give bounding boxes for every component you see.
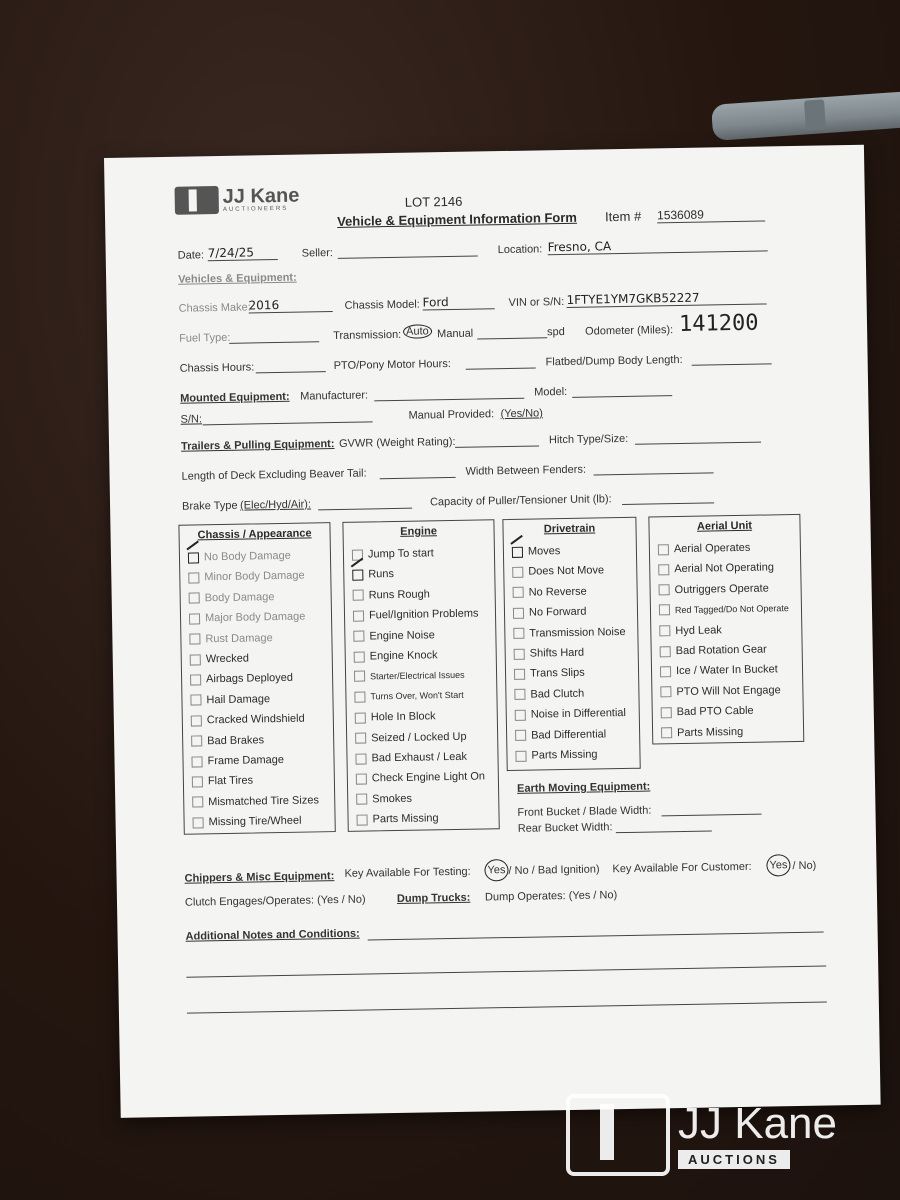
brake-type-options: (Elec/Hyd/Air):: [239, 498, 312, 512]
chippers-heading: Chippers & Misc Equipment:: [184, 870, 335, 885]
brake-type-label: Brake Type: [181, 499, 238, 513]
checklist-item[interactable]: [515, 707, 626, 721]
checklist-item-label: Bad Clutch: [530, 687, 585, 701]
watermark-logo-mark: [566, 1094, 670, 1176]
checklist-item-label: Aerial Not Operating: [674, 561, 775, 576]
checklist-item-label: Runs: [368, 568, 395, 581]
checklist-item[interactable]: [356, 771, 485, 785]
checkbox[interactable]: [188, 572, 199, 583]
checklist-item-label: Minor Body Damage: [204, 569, 305, 584]
chassis-model-label: Chassis Model:: [344, 298, 420, 312]
checkbox[interactable]: [512, 567, 523, 578]
checkbox[interactable]: [515, 750, 526, 761]
fuel-type-label: Fuel Type:: [179, 331, 231, 345]
capacity-label: Capacity of Puller/Tensioner Unit (lb):: [429, 493, 612, 509]
manufacturer-label: Manufacturer:: [300, 389, 369, 403]
trailers-heading: Trailers & Pulling Equipment:: [180, 438, 335, 453]
checklist-item-label: Rust Damage: [205, 631, 273, 645]
checklist-item[interactable]: [189, 611, 305, 625]
checklist-item-label: Major Body Damage: [204, 610, 306, 625]
checkbox[interactable]: [356, 773, 367, 784]
vin-label: VIN or S/N:: [508, 295, 565, 309]
checklist-item[interactable]: [354, 669, 465, 682]
checklist-item[interactable]: [356, 793, 412, 806]
checklist-item-label: Starter/Electrical Issues: [369, 669, 465, 682]
checkbox[interactable]: [190, 674, 201, 685]
checklist-item[interactable]: [355, 710, 436, 723]
deck-length-line: [379, 465, 455, 479]
checklist-item-label: Hyd Leak: [675, 623, 722, 637]
chassis-hours-line: [256, 359, 326, 373]
clutch-label: Clutch Engages/Operates: (Yes / No): [184, 893, 366, 909]
checkbox[interactable]: [513, 628, 524, 639]
notes-line-3: [187, 1002, 827, 1014]
checklist-item-label: Missing Tire/Wheel: [208, 814, 302, 829]
checkbox[interactable]: [190, 654, 201, 665]
checklist-item-label: Body Damage: [204, 590, 275, 605]
date-value: 7/24/25: [208, 245, 278, 261]
key-customer-yes-circled: Yes: [766, 854, 790, 876]
checklist-item-label: Moves: [527, 545, 561, 558]
flatbed-line: [691, 351, 771, 365]
checkbox[interactable]: [191, 715, 202, 726]
checkbox[interactable]: [353, 631, 364, 642]
notes-heading: Additional Notes and Conditions:: [185, 927, 360, 943]
checklist-item-label: PTO Will Not Engage: [676, 684, 781, 698]
form-title: Vehicle & Equipment Information Form: [337, 209, 578, 229]
checklist-item[interactable]: [191, 754, 284, 768]
dump-trucks-heading: Dump Trucks:: [396, 891, 471, 905]
checklist-item-label: Ice / Water In Bucket: [675, 663, 778, 678]
checkbox[interactable]: [659, 584, 670, 595]
checked-checkbox[interactable]: [352, 569, 363, 580]
jj-kane-logo-mark: [175, 186, 219, 215]
checklist-item-label: Fuel/Ignition Problems: [368, 607, 479, 622]
checklist-item-label: Aerial Operates: [673, 541, 751, 556]
checklist-item[interactable]: [659, 582, 769, 596]
seller-line: [338, 243, 478, 258]
checklist-item-label: Bad Rotation Gear: [675, 643, 767, 658]
vehicles-section-heading: Vehicles & Equipment:: [178, 271, 297, 286]
checklist-item-label: Hole In Block: [370, 710, 436, 724]
checkbox[interactable]: [659, 625, 670, 636]
checklist-item[interactable]: [515, 748, 597, 761]
drivetrain-title: Drivetrain: [543, 522, 596, 536]
odometer-label: Odometer (Miles):: [584, 324, 674, 338]
checklist-item-label: Check Engine Light On: [371, 770, 486, 785]
checklist-item[interactable]: [660, 644, 767, 658]
checklist-item[interactable]: [353, 588, 430, 601]
notes-line-1: [368, 932, 824, 941]
checkbox[interactable]: [660, 646, 671, 657]
pto-hours-label: PTO/Pony Motor Hours:: [333, 357, 451, 373]
checklist-item[interactable]: [515, 728, 606, 742]
engine-list: [343, 520, 493, 826]
mounted-model-label: Model:: [534, 385, 568, 399]
engine-title: Engine: [400, 525, 437, 538]
gvwr-label: GVWR (Weight Rating):: [338, 435, 456, 450]
date-label: Date:: [177, 249, 205, 262]
item-number-value: 1536089: [657, 206, 765, 223]
gvwr-line: [455, 433, 539, 447]
checkbox[interactable]: [356, 814, 367, 825]
mounted-sn-label: S/N:: [180, 413, 203, 426]
checklist-item-label: Bad PTO Cable: [676, 704, 754, 719]
fender-width-line: [593, 460, 713, 475]
checkbox[interactable]: [353, 610, 364, 621]
transmission-label: Transmission:: [333, 328, 402, 343]
checklist-item[interactable]: [354, 649, 438, 662]
checkbox[interactable]: [514, 648, 525, 659]
checkbox[interactable]: [355, 733, 366, 744]
checklist-item[interactable]: [514, 667, 585, 680]
notes-line-2: [186, 966, 826, 978]
checklist-item-label: Wrecked: [205, 652, 250, 666]
checkbox[interactable]: [192, 776, 203, 787]
checked-checkbox[interactable]: [512, 546, 523, 557]
checkbox[interactable]: [355, 712, 366, 723]
checklist-item-label: Shifts Hard: [529, 646, 585, 660]
checklist-item-label: No Body Damage: [203, 549, 291, 564]
checklist-item-label: Does Not Move: [528, 564, 605, 579]
seller-label: Seller:: [301, 247, 333, 260]
checklist-item-label: Jump To start: [367, 547, 434, 561]
checkbox[interactable]: [189, 593, 200, 604]
checkbox[interactable]: [353, 590, 364, 601]
fender-width-label: Width Between Fenders:: [465, 463, 587, 478]
checklist-item[interactable]: [189, 632, 272, 645]
checklist-item[interactable]: [661, 726, 743, 739]
checklist-item-label: Engine Noise: [369, 628, 435, 643]
checklist-item-label: Seized / Locked Up: [371, 730, 467, 745]
checklist-item-label: Turns Over, Won't Start: [370, 690, 464, 702]
checklist-item[interactable]: [355, 751, 467, 765]
aerial-unit-title: Aerial Unit: [696, 519, 753, 533]
chassis-make-label: Chassis Make:: [178, 301, 251, 315]
spd-line: [477, 325, 547, 339]
mounted-model-line: [572, 383, 672, 398]
spd-label: spd: [547, 325, 565, 339]
checkbox[interactable]: [191, 756, 202, 767]
checklist-item[interactable]: [190, 653, 249, 666]
checklist-item[interactable]: [354, 690, 463, 703]
checklist-item[interactable]: [189, 591, 275, 604]
inspection-form-paper: [104, 145, 881, 1118]
checklist-item-label: Airbags Deployed: [206, 672, 294, 686]
key-customer-rest: / No): [792, 859, 817, 873]
checkbox[interactable]: [190, 695, 201, 706]
location-value: Fresno, CA: [548, 236, 768, 255]
checklist-item-label: Parts Missing: [677, 725, 744, 739]
chassis-model-value: Ford: [422, 294, 494, 310]
checklist-item-label: Hail Damage: [206, 692, 271, 707]
checkbox[interactable]: [354, 671, 365, 682]
jj-kane-logo: [175, 185, 300, 215]
logo-sub: AUCTIONEERS: [222, 205, 289, 213]
watermark-sub: AUCTIONS: [678, 1150, 790, 1169]
checklist-item-label: Frame Damage: [207, 753, 285, 768]
deck-length-label: Length of Deck Excluding Beaver Tail:: [181, 467, 367, 483]
checklist-item-label: Trans Slips: [529, 667, 585, 681]
checklist-item-label: Smokes: [372, 792, 413, 806]
front-bucket-line: [661, 802, 761, 817]
checklist-item[interactable]: [191, 734, 264, 747]
checklist-item[interactable]: [192, 775, 253, 788]
checklist-item-label: Red Tagged/Do Not Operate: [674, 602, 789, 615]
item-number-label: Item #: [604, 208, 642, 225]
pto-hours-line: [466, 355, 536, 369]
checklist-item-label: Engine Knock: [369, 649, 438, 663]
checklist-item[interactable]: [188, 570, 304, 584]
checkbox[interactable]: [189, 633, 200, 644]
jj-kane-auctions-watermark: [566, 1094, 837, 1176]
checklist-item[interactable]: [658, 562, 774, 576]
transmission-auto-circled: Auto: [403, 324, 432, 338]
checklist-item[interactable]: [514, 647, 585, 660]
capacity-line: [622, 490, 714, 505]
pen-clip: [804, 99, 826, 130]
checklist-item-label: Bad Differential: [531, 727, 607, 742]
hitch-label: Hitch Type/Size:: [548, 432, 629, 447]
checklist-item-label: No Reverse: [528, 585, 587, 599]
transmission-manual: Manual: [437, 327, 474, 341]
checklist-item[interactable]: [512, 545, 561, 558]
checklist-item[interactable]: [661, 705, 754, 719]
checklist-item[interactable]: [353, 629, 435, 642]
checklist-item[interactable]: [188, 550, 291, 564]
checklist-item-label: Parts Missing: [531, 748, 598, 762]
checklist-item[interactable]: [191, 713, 305, 727]
checkbox[interactable]: [354, 651, 365, 662]
checklist-item-label: Noise in Differential: [530, 707, 627, 721]
checkbox[interactable]: [661, 727, 672, 738]
checklist-item[interactable]: [659, 624, 722, 637]
chassis-hours-label: Chassis Hours:: [179, 361, 255, 375]
checklist-item-label: Cracked Windshield: [206, 712, 305, 727]
checkbox[interactable]: [659, 604, 670, 615]
checkbox[interactable]: [189, 613, 200, 624]
checkbox[interactable]: [192, 797, 203, 808]
checklist-item-label: Runs Rough: [368, 588, 430, 602]
aerial-unit-panel: [648, 514, 804, 745]
lot-number: LOT 2146: [404, 193, 463, 210]
logo-name: JJ Kane: [222, 184, 300, 208]
flatbed-label: Flatbed/Dump Body Length:: [545, 353, 683, 369]
checkbox[interactable]: [515, 730, 526, 741]
checkbox[interactable]: [515, 709, 526, 720]
checkbox[interactable]: [658, 544, 669, 555]
checklist-item[interactable]: [192, 794, 319, 808]
checkbox[interactable]: [513, 587, 524, 598]
watermark-name: JJ Kane: [678, 1098, 837, 1148]
checklist-item[interactable]: [190, 693, 270, 706]
checkbox[interactable]: [356, 794, 367, 805]
manufacturer-line: [374, 386, 524, 402]
checklist-item-label: Bad Exhaust / Leak: [371, 750, 468, 765]
checkbox[interactable]: [661, 707, 672, 718]
dump-operates-label: Dump Operates: (Yes / No): [484, 889, 618, 904]
fuel-type-line: [229, 329, 319, 344]
checklist-item[interactable]: [660, 684, 781, 698]
engine-panel: [342, 519, 499, 832]
key-testing-rest: / No / Bad Ignition): [508, 863, 600, 878]
checklist-item[interactable]: [355, 730, 467, 744]
checkbox[interactable]: [658, 564, 669, 575]
checklist-item-label: Mismatched Tire Sizes: [208, 794, 320, 809]
checklist-item[interactable]: [352, 568, 394, 581]
brake-type-line: [318, 496, 412, 511]
rear-bucket-label: Rear Bucket Width:: [517, 821, 613, 835]
checkbox[interactable]: [193, 817, 204, 828]
checklist-item-label: No Forward: [528, 605, 587, 619]
checkbox[interactable]: [513, 607, 524, 618]
chassis-appearance-title: Chassis / Appearance: [197, 527, 312, 542]
earth-moving-heading: Earth Moving Equipment:: [516, 780, 651, 795]
hitch-line: [635, 430, 761, 445]
checkbox[interactable]: [514, 689, 525, 700]
checklist-item-label: Flat Tires: [207, 774, 254, 788]
drivetrain-panel: [502, 517, 640, 771]
checklist-item[interactable]: [513, 606, 587, 619]
checkbox[interactable]: [660, 686, 671, 697]
checklist-item[interactable]: [660, 664, 778, 678]
chassis-appearance-panel: [178, 522, 335, 835]
checklist-item[interactable]: [514, 687, 584, 700]
checklist-item-label: Outriggers Operate: [674, 582, 769, 596]
checklist-item-label: Transmission Noise: [529, 625, 626, 640]
key-testing-yes-circled: Yes: [484, 859, 508, 881]
checklist-item-label: Bad Brakes: [207, 733, 265, 747]
checklist-item[interactable]: [190, 672, 293, 686]
rear-bucket-line: [616, 818, 712, 833]
checkbox[interactable]: [514, 669, 525, 680]
manual-provided-options: (Yes/No): [500, 407, 544, 421]
checklist-item[interactable]: [513, 585, 587, 598]
key-customer-label: Key Available For Customer:: [612, 860, 752, 876]
mounted-sn-line: [202, 409, 372, 425]
checklist-item[interactable]: [512, 565, 604, 579]
vin-value: 1FTYE1YM7GKB52227: [566, 289, 766, 307]
checklist-item[interactable]: [353, 608, 479, 622]
checked-checkbox[interactable]: [188, 552, 199, 563]
manual-provided-label: Manual Provided:: [408, 408, 495, 422]
checkbox[interactable]: [354, 691, 365, 702]
checkbox[interactable]: [355, 753, 366, 764]
checklist-item[interactable]: [352, 547, 434, 560]
chassis-make-value: 2016: [248, 297, 332, 313]
front-bucket-label: Front Bucket / Blade Width:: [517, 804, 652, 819]
checklist-item[interactable]: [193, 815, 302, 829]
checklist-item-label: Parts Missing: [372, 812, 439, 826]
checklist-item[interactable]: [658, 542, 751, 556]
checkbox[interactable]: [660, 666, 671, 677]
checklist-item[interactable]: [513, 626, 625, 640]
odometer-value: 141200: [678, 310, 759, 337]
checklist-item[interactable]: [356, 812, 438, 825]
checklist-item[interactable]: [659, 602, 789, 615]
mounted-equipment-heading: Mounted Equipment:: [180, 390, 290, 405]
checkbox[interactable]: [191, 735, 202, 746]
location-label: Location:: [497, 243, 543, 257]
key-testing-label: Key Available For Testing:: [344, 865, 471, 880]
